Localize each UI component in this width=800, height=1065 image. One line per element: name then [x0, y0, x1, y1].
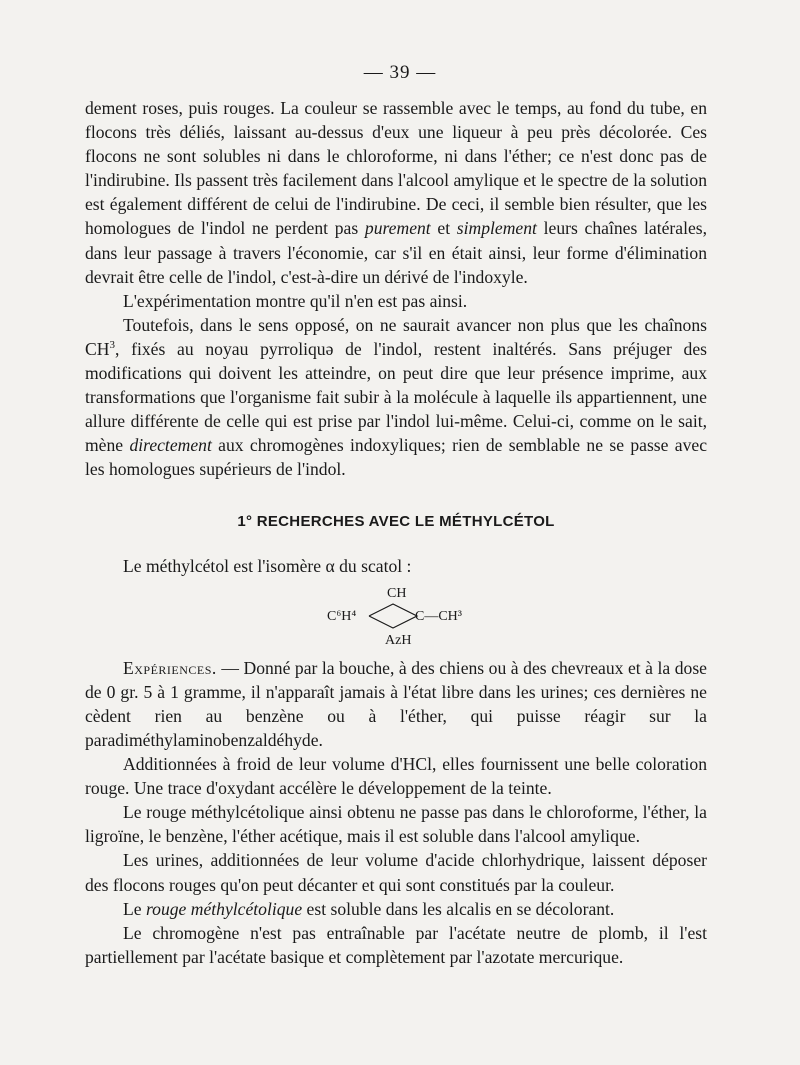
text-run: aux chromogènes indoxyliques; rien de semblable ne se passe avec les homologues supérieurs de l'indol.: [85, 435, 708, 480]
text-run: — Donné par la bouche, à des chiens ou à des chevreaux et à la dose de 0 gr. 5 à 1 gramme, il n'apparaît jamais à l'état libre dans les urines; ces dernières ne cèdent rien au benzène ou à l'éther, qui puisse réagir sur la paradiméthylaminobenzaldéhyde.: [85, 657, 707, 750]
formula-right: C—CH³: [415, 608, 462, 624]
text-run: Le: [123, 898, 146, 919]
text-run: et: [430, 218, 457, 239]
formula-bottom: AzH: [385, 632, 412, 648]
text-run: dement roses, puis rouges. La couleur se rassemble avec le temps, au fond du tube, en flocons très déliés, laissant au-dessus d'eux une liqueur à peu près décolorée. Ces flocons ne sont solubles ni dans le chloroforme, ni dans l'éther; ce n'est donc pas de l'indirubine. Ils passent très facilement dans l'alcool amylique et le spectre de la solution est également différent de celui de l'indirubine. De ceci, il semble bien résulter, que les homologues de l'indol ne perdent pas: [85, 98, 707, 239]
text-run: , fixés au noyau pyrroliquə de l'indol, restent inaltérés. Sans préjuger des modifications qui doivent les atteindre, on peut dire que leur présence imprime, aux transformations que l'organisme fait subir à la molécule à laquelle ils appartiennent, une allure différente de celle qui est prise par l'indol lui-même. Celui-ci, comme on le sait, mène: [85, 338, 707, 456]
chemical-formula: [85, 582, 707, 652]
ring-diamond-icon: [367, 602, 419, 630]
intro-line: Le méthylcétol est l'isomère α du scatol :: [123, 555, 412, 576]
paragraph: Le rouge méthylcétolique ainsi obtenu ne passe pas dans le chloroforme, l'éther, la ligroïne, le benzène, l'éther acétique, mais il est soluble dans l'alcool amylique.: [85, 802, 707, 847]
paragraph: Additionnées à froid de leur volume d'HCl, elles fournissent une belle coloration rouge. Une trace d'oxydant accélère le développement de la teinte.: [85, 754, 707, 799]
small-caps-lead: Expériences.: [123, 657, 217, 678]
italic-run: directement: [129, 435, 212, 456]
page-number: — 39 —: [363, 62, 437, 83]
italic-run: purement: [364, 218, 431, 239]
paragraph: [85, 897, 707, 921]
paragraph: Les urines, additionnées de leur volume d'acide chlorhydrique, laissent déposer des flocons rouges qu'on peut décanter et qui sont constitués par la couleur.: [85, 850, 707, 895]
italic-run: rouge méthylcétolique: [145, 898, 303, 919]
paragraph: L'expérimentation montre qu'il n'en est pas ainsi.: [123, 290, 468, 311]
paragraph: [85, 313, 707, 482]
italic-run: simplement: [456, 218, 537, 239]
paragraph: [85, 656, 707, 752]
text-run: Toutefois, dans le sens opposé, on ne saurait avancer non plus que les chaînons CH: [85, 314, 707, 359]
text-run: est soluble dans les alcalis en se décolorant.: [302, 898, 615, 919]
text-run: leurs chaînes latérales, dans leur passage à travers l'économie, car s'il en était ainsi, leur forme d'élimination devrait être celle de l'indol, c'est-à-dire un dérivé de l'indoxyle.: [85, 218, 708, 287]
paragraph: Le chromogène n'est pas entraînable par l'acétate neutre de plomb, il l'est partiellement par l'acétate basique et complètement par l'azotate mercurique.: [85, 922, 707, 967]
page-body: [85, 96, 707, 969]
formula-top: CH: [387, 585, 407, 601]
formula-left: C⁶H⁴: [327, 608, 357, 624]
paragraph-continuation: [85, 96, 707, 289]
section-heading: 1° RECHERCHES AVEC LE MÉTHYLCÉTOL: [237, 512, 555, 530]
superscript: 3: [109, 339, 115, 352]
